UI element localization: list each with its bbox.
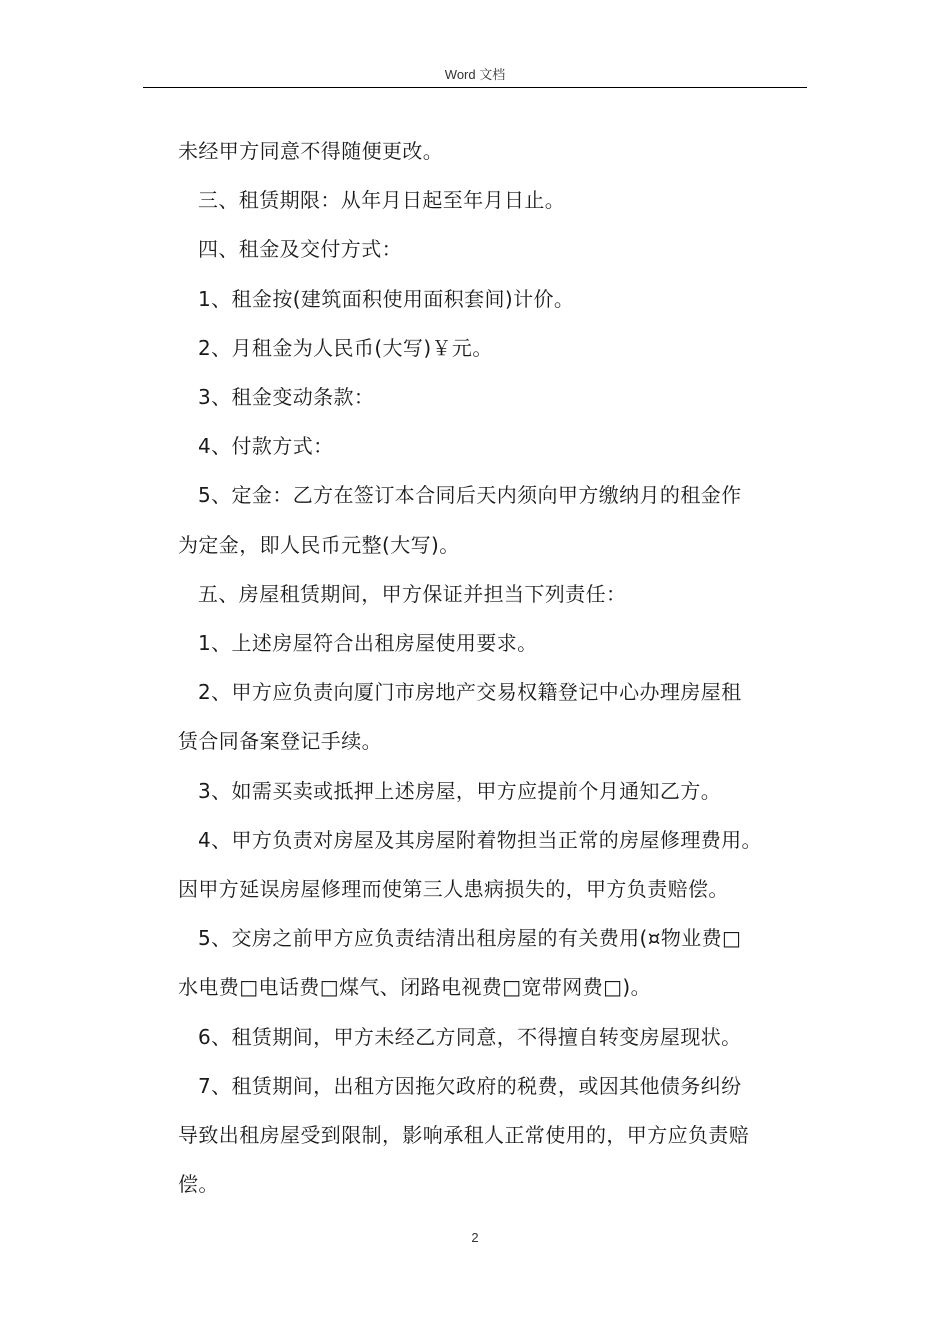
paragraph-line: 1、上述房屋符合出租房屋使用要求。 <box>198 631 538 656</box>
paragraph-line: 因甲方延误房屋修理而使第三人患病损失的，甲方负责赔偿。 <box>178 877 729 902</box>
paragraph-line: 五、房屋租赁期间，甲方保证并担当下列责任： <box>198 581 627 606</box>
paragraph-line: 为定金，即人民币元整(大写)。 <box>178 532 460 557</box>
paragraph-line: 7、租赁期间，出租方因拖欠政府的税费，或因其他债务纠纷 <box>198 1073 742 1098</box>
paragraph-line: 4、甲方负责对房屋及其房屋附着物担当正常的房屋修理费用。 <box>198 827 762 852</box>
paragraph-line: 偿。 <box>178 1172 219 1197</box>
paragraph-line: 未经甲方同意不得随便更改。 <box>178 139 444 163</box>
paragraph-line: 水电费□电话费□煤气、闭路电视费□宽带网费□)。 <box>178 975 651 1000</box>
paragraph-line: 四、租金及交付方式： <box>198 237 402 262</box>
paragraph-line: 1、租金按(建筑面积使用面积套间)计价。 <box>198 286 575 311</box>
paragraph-line: 2、甲方应负责向厦门市房地产交易权籍登记中心办理房屋租 <box>198 680 742 705</box>
header-divider <box>143 87 807 88</box>
document-body <box>178 127 818 1209</box>
paragraph-line: 3、租金变动条款： <box>198 385 375 410</box>
paragraph-line: 三、租赁期限：从年月日起至年月日止。 <box>198 188 566 213</box>
paragraph-line: 5、定金：乙方在签订本合同后天内须向甲方缴纳月的租金作 <box>198 483 742 508</box>
page-number: 2 <box>471 1230 479 1245</box>
paragraph-line: 3、如需买卖或抵押上述房屋，甲方应提前个月通知乙方。 <box>198 778 722 803</box>
paragraph-line: 5、交房之前甲方应负责结清出租房屋的有关费用(¤物业费□ <box>198 926 742 951</box>
paragraph-line: 6、租赁期间，甲方未经乙方同意，不得擅自转变房屋现状。 <box>198 1024 742 1049</box>
paragraph-line: 导致出租房屋受到限制，影响承租人正常使用的，甲方应负责赔 <box>178 1123 750 1148</box>
paragraph-line: 2、月租金为人民币(大写)￥元。 <box>198 335 493 360</box>
paragraph-line: 4、付款方式： <box>198 434 334 459</box>
page-header: Word 文档 <box>444 67 506 82</box>
paragraph-line: 赁合同备案登记手续。 <box>178 729 382 754</box>
